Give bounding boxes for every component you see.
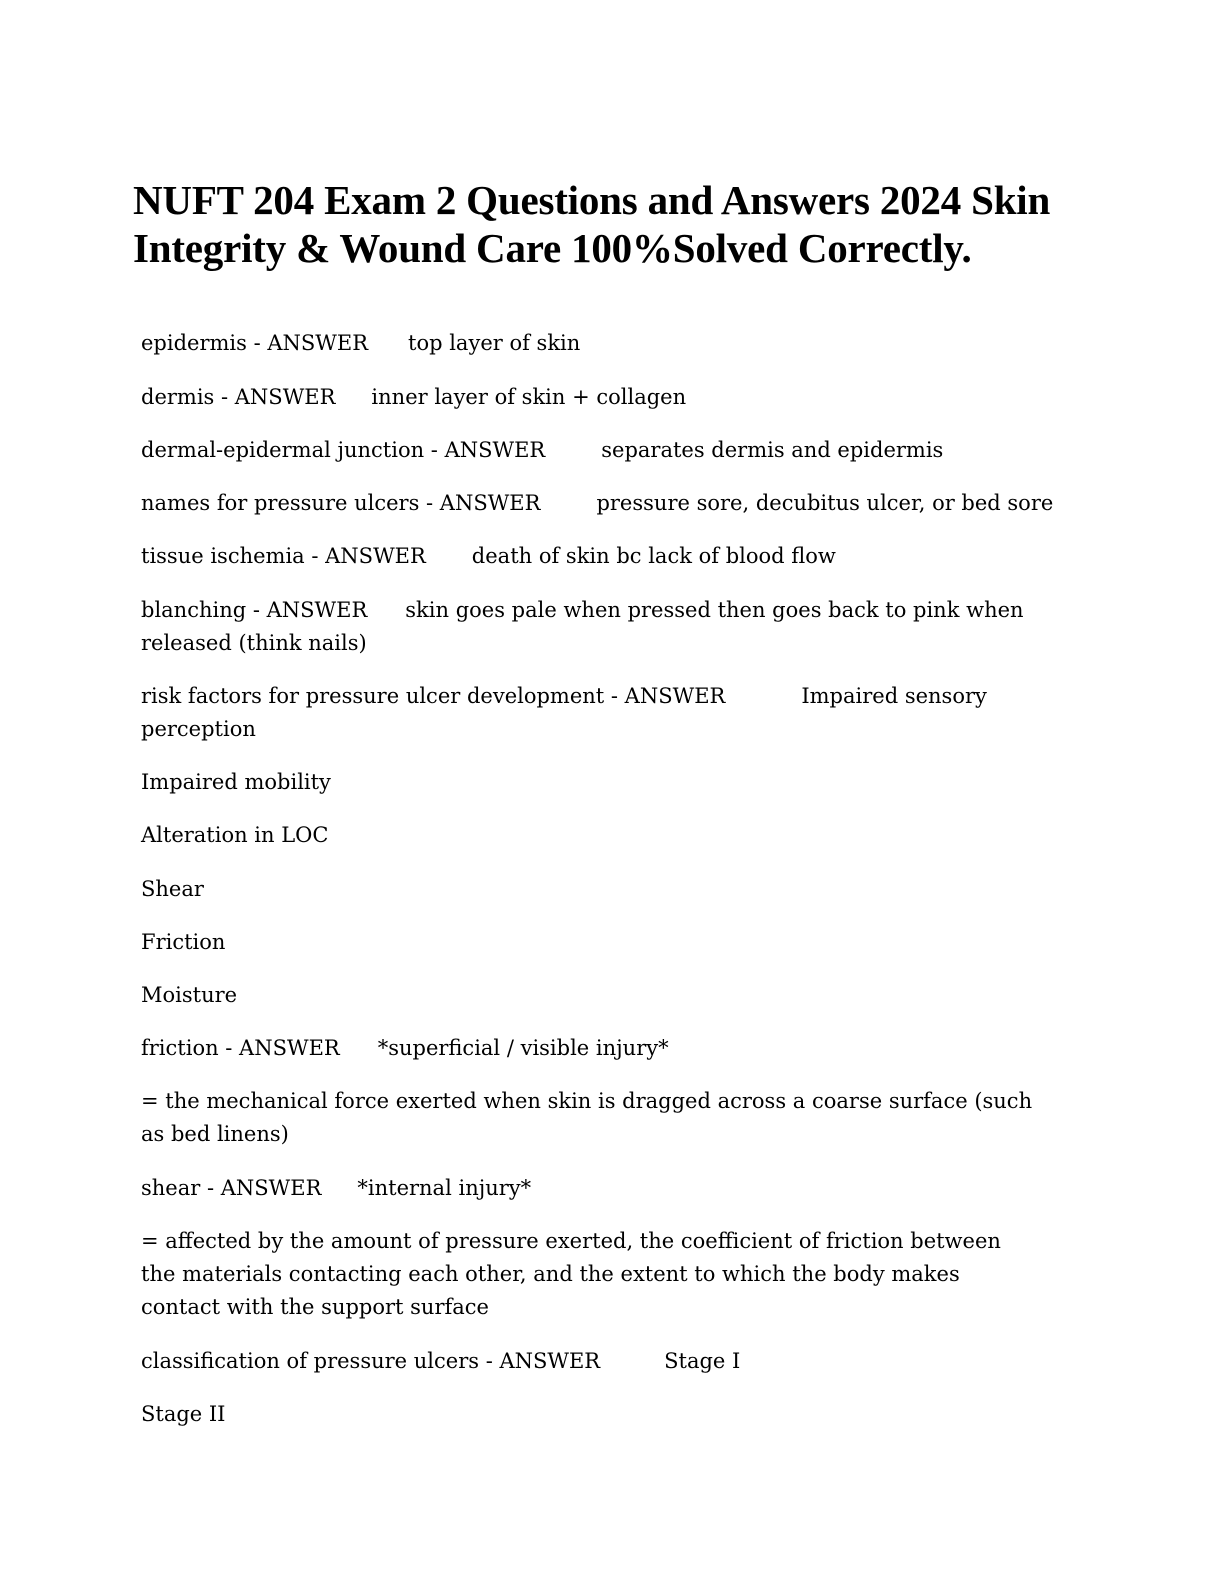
list-line-impaired-mobility — [141, 766, 331, 799]
entry-epidermis — [141, 327, 580, 360]
definition-line: = the mechanical force exerted when skin is dragged across a coarse surface (such — [141, 1089, 1033, 1113]
entry-shear — [141, 1172, 531, 1205]
entry-answer: Stage I — [664, 1349, 741, 1373]
entry-answer: Impaired sensory — [801, 684, 987, 708]
entry-question: friction - ANSWER — [141, 1036, 340, 1060]
entry-answer: death of skin bc lack of blood flow — [471, 544, 836, 568]
document-title — [133, 176, 1193, 272]
entry-answer-continued: released (think nails) — [141, 631, 367, 655]
list-line-text: Friction — [141, 930, 226, 954]
list-line-text: Alteration in LOC — [141, 823, 329, 847]
definition-line-continued-2: contact with the support surface — [141, 1295, 489, 1319]
list-line-text: Impaired mobility — [141, 770, 331, 794]
friction-definition — [141, 1085, 1032, 1151]
definition-line: = affected by the amount of pressure exerted, the coefficient of friction between — [141, 1229, 1001, 1253]
entry-answer: top layer of skin — [408, 331, 581, 355]
entry-tissue-ischemia — [141, 540, 836, 573]
list-line-alteration-in-loc — [141, 819, 328, 852]
list-line-stage-ii — [141, 1398, 225, 1431]
entry-risk-factors — [141, 680, 987, 746]
entry-answer: inner layer of skin + collagen — [371, 385, 687, 409]
entry-question: shear - ANSWER — [141, 1176, 322, 1200]
entry-question: dermis - ANSWER — [141, 385, 336, 409]
list-line-friction — [141, 926, 225, 959]
entry-answer: *internal injury* — [357, 1176, 532, 1200]
entry-answer: separates dermis and epidermis — [601, 438, 944, 462]
entry-question: names for pressure ulcers - ANSWER — [141, 491, 541, 515]
entry-question: classification of pressure ulcers - ANSWER — [141, 1349, 601, 1373]
list-line-text: Moisture — [141, 983, 238, 1007]
list-line-text: Shear — [141, 877, 204, 901]
entry-answer: *superficial / visible injury* — [377, 1036, 669, 1060]
definition-line-continued: as bed linens) — [141, 1122, 289, 1146]
entry-question: dermal-epidermal junction - ANSWER — [141, 438, 546, 462]
entry-names-for-pressure-ulcers — [141, 487, 1053, 520]
shear-definition — [141, 1225, 1001, 1324]
entry-blanching — [141, 594, 1024, 660]
entry-answer-continued: perception — [141, 717, 256, 741]
title-line-2: Integrity & Wound Care 100%Solved Correctly. — [133, 225, 972, 271]
entry-question: epidermis - ANSWER — [141, 331, 369, 355]
entry-answer: pressure sore, decubitus ulcer, or bed sore — [596, 491, 1054, 515]
list-line-shear — [141, 873, 204, 906]
list-line-moisture — [141, 979, 237, 1012]
entry-classification-of-pressure-ulcers — [141, 1345, 740, 1378]
title-line-1: NUFT 204 Exam 2 Questions and Answers 2024 Skin — [133, 177, 1051, 223]
entry-friction — [141, 1032, 669, 1065]
entry-question: blanching - ANSWER — [141, 598, 368, 622]
definition-line-continued: the materials contacting each other, and the extent to which the body makes — [141, 1262, 960, 1286]
list-line-text: Stage II — [141, 1402, 226, 1426]
entry-answer: skin goes pale when pressed then goes back to pink when — [405, 598, 1024, 622]
entry-dermis — [141, 381, 686, 414]
entry-question: tissue ischemia - ANSWER — [141, 544, 426, 568]
entry-question: risk factors for pressure ulcer development - ANSWER — [141, 684, 726, 708]
entry-dermal-epidermal-junction — [141, 434, 943, 467]
